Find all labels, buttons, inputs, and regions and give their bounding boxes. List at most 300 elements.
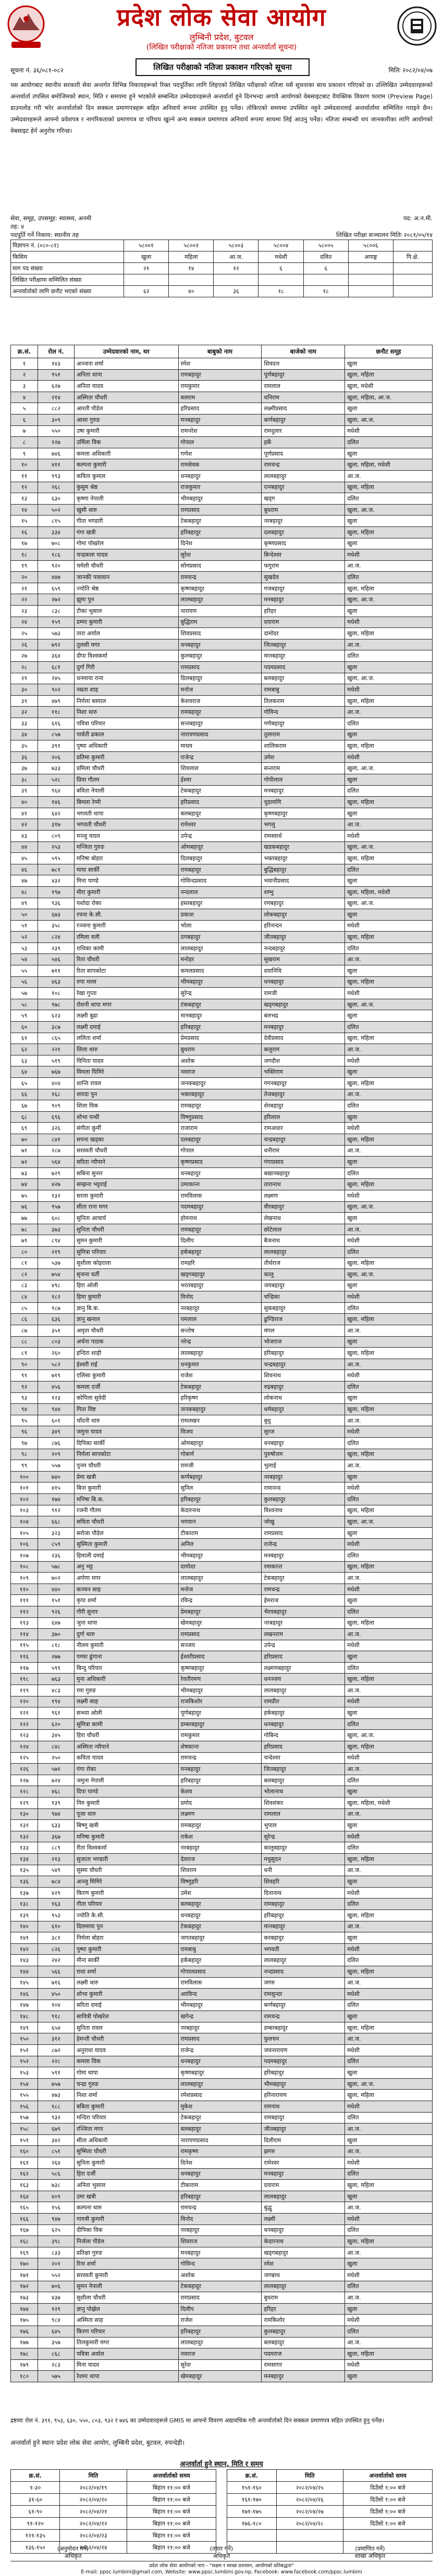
serial-cell: १०५ xyxy=(11,1527,38,1539)
father-cell: सन्तोष xyxy=(178,1325,262,1337)
document-header xyxy=(0,0,443,57)
sched-col-serial: क्र.सं. xyxy=(11,2470,60,2482)
group-cell: आ.ज. xyxy=(345,1977,433,1989)
group-cell: खुला xyxy=(345,909,433,921)
sched-time: बिहान ११:०० बजे xyxy=(127,2530,216,2542)
father-cell: भीमबहादुर xyxy=(178,1550,262,1561)
candidate-table xyxy=(10,345,433,2382)
serial-cell: २६ xyxy=(11,639,38,650)
group-cell: दलित xyxy=(345,785,433,797)
name-cell: रेशमा थापा xyxy=(74,2371,178,2382)
father-cell: नारायणप्रसाद xyxy=(178,729,262,740)
serial-cell: १ xyxy=(11,358,38,370)
schedule-row xyxy=(11,2494,216,2506)
serial-cell: ७५ xyxy=(11,1190,38,1201)
name-cell: पूजा थारु xyxy=(74,1808,178,1820)
summary-cell: ६ xyxy=(303,263,348,274)
grandfather-cell: बुधराम xyxy=(262,504,345,516)
group-cell: खुला xyxy=(345,1157,433,1168)
grandfather-cell: विश्वनाथ xyxy=(262,1505,345,1516)
table-row xyxy=(11,1966,433,1977)
name-cell: अर्पणा मगर xyxy=(74,1573,178,1584)
table-row xyxy=(11,1606,433,1617)
grandfather-cell: भैरवबहादुर xyxy=(262,1606,345,1617)
grandfather-cell: धनीराम xyxy=(262,1145,345,1157)
grandfather-cell: लालबहादुर xyxy=(262,2281,345,2292)
serial-cell: ८ xyxy=(11,437,38,448)
roll-cell: ४८३ xyxy=(38,1685,74,1697)
roll-cell: ३१७ xyxy=(38,819,74,831)
serial-cell: १२८ xyxy=(11,1786,38,1798)
name-cell: कविता कुमाल xyxy=(74,470,178,482)
group-cell: आ.ज. xyxy=(345,1145,433,1157)
serial-cell: १४५ xyxy=(11,1977,38,1989)
table-row xyxy=(11,1157,433,1168)
table-row xyxy=(11,875,433,887)
table-row xyxy=(11,1617,433,1629)
grandfather-cell: शिवहरि xyxy=(262,1876,345,1888)
group-cell: दलित xyxy=(345,1775,433,1786)
group-cell: मधेशी xyxy=(345,2045,433,2056)
grandfather-cell: हेमराज xyxy=(262,1595,345,1606)
father-cell: ओमबहादुर xyxy=(178,1438,262,1449)
group-cell: खुला xyxy=(345,1280,433,1291)
serial-cell: १३१ xyxy=(11,1820,38,1831)
father-cell: भक्तबहादुर xyxy=(178,1089,262,1100)
group-cell: मधेशी xyxy=(345,2213,433,2225)
grandfather-cell: मानबहादुर xyxy=(262,650,345,662)
summary-label: विज्ञापन नं. (०८०-८१) xyxy=(11,240,124,252)
father-cell: गोपाल xyxy=(178,1145,262,1157)
grandfather-cell: भक्तबहादुर xyxy=(262,853,345,864)
father-cell: शिवराज xyxy=(178,2236,262,2247)
group-cell: दलित xyxy=(345,1550,433,1561)
grandfather-cell: दलबहादुर xyxy=(262,526,345,538)
serial-cell: ३१ xyxy=(11,695,38,707)
father-cell: रामप्रसाद xyxy=(178,2033,262,2045)
serial-cell: १७५ xyxy=(11,2315,38,2326)
name-cell: दीपा विश्वकर्मा xyxy=(74,650,178,662)
father-cell: दलबहादुर xyxy=(178,1134,262,1145)
group-cell: खुला, आ.ज. xyxy=(345,673,433,684)
roll-cell: ८६५ xyxy=(38,1033,74,1044)
roll-cell: ६२७ xyxy=(38,381,74,392)
father-cell: टंकबहादुर xyxy=(178,999,262,1010)
grandfather-cell: भुपाल xyxy=(262,1820,345,1831)
serial-cell: ४० xyxy=(11,797,38,808)
name-cell: बिन्दु परियार xyxy=(74,1662,178,1674)
roll-cell: २१४ xyxy=(38,392,74,403)
roll-cell: २०९ xyxy=(38,1449,74,1460)
name-cell: पम्फा ढुंगाना xyxy=(74,1651,178,1663)
serial-cell: ४८ xyxy=(11,886,38,898)
table-row xyxy=(11,1718,433,1730)
father-cell: रामहरि xyxy=(178,1258,262,1269)
grandfather-cell: रमाकान्त xyxy=(262,1561,345,1573)
grandfather-cell: खड्ग xyxy=(262,493,345,505)
father-cell: कृष्णबहादुर xyxy=(178,1662,262,1674)
serial-cell: ८२ xyxy=(11,1269,38,1280)
serial-cell: १३५ xyxy=(11,1865,38,1876)
sched-col-date: मिति xyxy=(60,2470,127,2482)
group-cell: खुला xyxy=(345,1336,433,1348)
group-cell: दलित xyxy=(345,1246,433,1258)
father-cell: डम्बरबहादुर xyxy=(178,1718,262,1730)
name-cell: अञ्जु घिमिरे xyxy=(74,1876,178,1888)
name-cell: लिला थारु xyxy=(74,1044,178,1055)
roll-cell: ८१५ xyxy=(38,516,74,527)
roll-cell: ९२० xyxy=(38,560,74,572)
father-cell: भीमबहादुर xyxy=(178,493,262,505)
table-row xyxy=(11,381,433,392)
table-row xyxy=(11,414,433,425)
table-row xyxy=(11,2000,433,2011)
grandfather-cell: लालबहादुर xyxy=(262,1955,345,1966)
roll-cell: ४५६ xyxy=(38,1381,74,1393)
name-cell: रिता चौधरी xyxy=(74,954,178,965)
grandfather-cell: पदमराज xyxy=(262,2348,345,2360)
group-cell: आ.ज. xyxy=(345,2123,433,2135)
group-cell: मधेशी xyxy=(345,988,433,999)
father-cell: सोमप्रसाद xyxy=(178,560,262,572)
table-row xyxy=(11,1539,433,1550)
group-cell: खुला, आ.ज. xyxy=(345,1201,433,1213)
serial-cell: ११६ xyxy=(11,1651,38,1663)
roll-cell: २२१ xyxy=(38,1044,74,1055)
grandfather-cell: हरिलाल xyxy=(262,1111,345,1123)
schedule-row xyxy=(227,2506,433,2518)
name-cell: कल्पना कुमारी xyxy=(74,459,178,471)
father-cell: शेषकान्त xyxy=(178,1741,262,1753)
group-cell: खुला xyxy=(345,1707,433,1719)
father-cell: गोपालप्रसाद xyxy=(178,1966,262,1977)
group-cell: खुला, महिला xyxy=(345,797,433,808)
name-cell: बविता नेपाली xyxy=(74,785,178,797)
name-cell: पुष्पा अधिकारी xyxy=(74,740,178,752)
roll-cell: २५३ xyxy=(38,841,74,853)
table-row xyxy=(11,1786,433,1798)
table-row xyxy=(11,999,433,1010)
sched-serial: १५१-१६० xyxy=(227,2482,277,2494)
roll-cell: २४५ xyxy=(38,673,74,684)
grandfather-cell: लक्ष्मी xyxy=(262,2213,345,2225)
roll-cell: २२८ xyxy=(38,2056,74,2067)
grandfather-cell: भवानीप्रसाद xyxy=(262,875,345,887)
roll-cell: ४७३ xyxy=(38,2090,74,2101)
name-cell: शिला विक xyxy=(74,1100,178,1112)
interview-location: अन्तर्वार्ता हुने स्थानः प्रदेश लोक सेवा आयोग, लुम्बिनी प्रदेश, बुटवल, रुपन्देही। xyxy=(10,2439,185,2446)
father-cell: धनबहादुर xyxy=(178,470,262,482)
grandfather-cell: भगलु xyxy=(262,819,345,831)
father-cell: विष्णुप्रसाद xyxy=(178,1111,262,1123)
group-cell: खुला, आ.ज. xyxy=(345,841,433,853)
name-cell: अनिता यादव xyxy=(74,381,178,392)
name-cell: सुमित्रा परियार xyxy=(74,1246,178,1258)
schedule-title: अन्तर्वार्ता हुने स्थान, मिति र समय xyxy=(180,2460,263,2468)
group-cell: खुला xyxy=(345,875,433,887)
group-cell: दलित xyxy=(345,1955,433,1966)
name-cell: हिरा ओली xyxy=(74,1280,178,1291)
grandfather-cell: हर्के xyxy=(262,437,345,448)
serial-cell: ८४ xyxy=(11,1291,38,1303)
summary-label: अन्तर्वार्ताको लागि छनौट भएको संख्या xyxy=(11,286,124,297)
table-row xyxy=(11,549,433,561)
summary-row xyxy=(11,274,433,286)
father-cell: रामनरेश xyxy=(178,425,262,437)
name-cell: किरण कुमारी xyxy=(74,1887,178,1899)
group-cell: खुला, महिला xyxy=(345,2180,433,2191)
father-cell: टीकाराम xyxy=(178,1527,262,1539)
serial-cell: १६९ xyxy=(11,2247,38,2258)
grandfather-cell: भुलाई xyxy=(262,1460,345,1472)
father-cell: ठगबहादुर xyxy=(178,932,262,943)
roll-cell: ८७६ xyxy=(38,1438,74,1449)
serial-cell: ८५ xyxy=(11,1302,38,1314)
roll-cell: ३५७ xyxy=(38,2337,74,2348)
group-cell: दलित xyxy=(345,864,433,875)
roll-cell: १९४ xyxy=(38,1696,74,1707)
name-cell: हिरा दर्जी xyxy=(74,2168,178,2180)
table-row xyxy=(11,1044,433,1055)
name-cell: तारा अर्याल xyxy=(74,628,178,639)
name-cell: ज्ञानु खनाल xyxy=(74,1314,178,1325)
serial-cell: ११७ xyxy=(11,1662,38,1674)
group-cell: आ.ज. xyxy=(345,2146,433,2157)
grandfather-cell: कर्णबहादुर xyxy=(262,2000,345,2011)
sched-time: दिउँसो १:०० बजे xyxy=(343,2518,433,2530)
group-cell: खुला xyxy=(345,2258,433,2270)
table-row xyxy=(11,1842,433,1854)
group-cell: खुला xyxy=(345,662,433,673)
group-cell: खुला xyxy=(345,448,433,459)
group-cell: खुला xyxy=(345,1111,433,1123)
grandfather-cell: गणेबहादुर xyxy=(262,718,345,730)
grandfather-cell: धनिराम xyxy=(262,392,345,403)
roll-cell: ५२८ xyxy=(38,774,74,785)
table-row xyxy=(11,2213,433,2225)
table-row xyxy=(11,560,433,572)
grandfather-cell: दिलीराम xyxy=(262,2134,345,2146)
roll-cell: २३९ xyxy=(38,943,74,954)
roll-cell: ६३० xyxy=(38,493,74,505)
roll-cell: १८२ xyxy=(38,1291,74,1303)
serial-cell: ६२ xyxy=(11,1044,38,1055)
grandfather-cell: लोकनाथ xyxy=(262,1392,345,1404)
father-cell: धनकुमार xyxy=(178,1359,262,1370)
summary-cell: ५८००३ xyxy=(214,240,259,252)
group-cell: मधेशी xyxy=(345,2157,433,2169)
group-cell: आ.ज. xyxy=(345,2247,433,2258)
group-cell: खुला xyxy=(345,965,433,977)
roll-cell: ८१८ xyxy=(38,1640,74,1651)
name-cell: डम्मर कुमारी xyxy=(74,617,178,628)
summary-cell xyxy=(259,274,303,286)
roll-cell: ९५७ xyxy=(38,1201,74,1213)
group-cell: मधेशी xyxy=(345,1370,433,1381)
serial-cell: ८८ xyxy=(11,1336,38,1348)
name-cell: अमृता चौधरी xyxy=(74,1325,178,1337)
grandfather-cell: जयबहादुर xyxy=(262,1280,345,1291)
name-cell: अर्चना पाठक xyxy=(74,1336,178,1348)
roll-cell: ९९३ xyxy=(38,470,74,482)
serial-cell: ५१ xyxy=(11,920,38,932)
roll-cell: ४३७ xyxy=(38,2292,74,2304)
father-cell: नारायण xyxy=(178,606,262,617)
roll-cell: १०८ xyxy=(38,988,74,999)
signature-title: अधिकृत xyxy=(64,2553,82,2559)
table-row xyxy=(11,932,433,943)
serial-cell: ४१ xyxy=(11,808,38,819)
table-row xyxy=(11,448,433,459)
father-cell: नन्दलाल xyxy=(178,886,262,898)
grandfather-cell: लखनराम xyxy=(262,1629,345,1640)
sched-time: बिहान ११:०० बजे xyxy=(127,2494,216,2506)
name-cell: तुलसी मगर xyxy=(74,639,178,650)
table-row xyxy=(11,707,433,718)
table-row xyxy=(11,459,433,471)
table-row xyxy=(11,2056,433,2067)
table-row xyxy=(11,2157,433,2169)
title-block xyxy=(52,2,391,52)
serial-cell: १२४ xyxy=(11,1741,38,1753)
name-cell: उमा खत्री xyxy=(74,2191,178,2202)
name-cell: कुसुम श्रेष्ठ xyxy=(74,482,178,493)
serial-cell: ३ xyxy=(11,381,38,392)
group-cell: दलित xyxy=(345,2225,433,2236)
father-cell: कृष्णप्रसाद xyxy=(178,1157,262,1168)
father-cell: सुरेश xyxy=(178,549,262,561)
table-row xyxy=(11,2359,433,2371)
serial-cell: १२२ xyxy=(11,1718,38,1730)
roll-cell: ५७१ xyxy=(38,1764,74,1775)
name-cell: नम्रता शाह xyxy=(74,684,178,696)
father-cell: हरिबहादुर xyxy=(178,1775,262,1786)
grandfather-cell: रामजी xyxy=(262,988,345,999)
father-cell: जगतबहादुर xyxy=(178,1932,262,1944)
name-cell: मन्दिरा परियार xyxy=(74,2112,178,2123)
father-cell: गोकर्ण xyxy=(178,1449,262,1460)
group-cell: आ.ज. xyxy=(345,1573,433,1584)
table-row xyxy=(11,684,433,696)
roll-cell: ३५८ xyxy=(38,920,74,932)
table-row xyxy=(11,976,433,988)
roll-cell: ७०२ xyxy=(38,1573,74,1584)
summary-cell: ५८००२ xyxy=(169,240,214,252)
name-cell: निर्मला बस्याल xyxy=(74,695,178,707)
grandfather-cell: बुधु xyxy=(262,1415,345,1426)
father-cell: रामविलास xyxy=(178,1977,262,1989)
roll-cell: २७२ xyxy=(38,594,74,606)
roll-cell: ५०२ xyxy=(38,504,74,516)
name-cell: मुना अधिकारी xyxy=(74,1674,178,1685)
serial-cell: ७८ xyxy=(11,1224,38,1235)
name-cell: सरस्वती चौधरी xyxy=(74,1145,178,1157)
name-cell: अनिता थापा xyxy=(74,369,178,381)
group-cell: मधेशी xyxy=(345,1426,433,1438)
group-cell: आ.ज. xyxy=(345,954,433,965)
group-cell: खुला xyxy=(345,774,433,785)
name-cell: निशा शर्मा xyxy=(74,2090,178,2101)
summary-cell: १८ xyxy=(303,286,348,297)
summary-cell xyxy=(393,286,432,297)
sched-date: २०८२/०४/२४ xyxy=(60,2542,127,2554)
grandfather-cell: मधुसुदन xyxy=(262,1853,345,1865)
name-cell: निर्जला पौडेल xyxy=(74,2236,178,2247)
grandfather-cell: चुडामणि xyxy=(262,797,345,808)
roll-cell: ४११ xyxy=(38,459,74,471)
father-cell: रामप्रसाद xyxy=(178,662,262,673)
father-cell: धनबहादुर xyxy=(178,1167,262,1179)
father-cell: रामेश्वर xyxy=(178,819,262,831)
grandfather-cell: चन्द्रिका xyxy=(262,1291,345,1303)
grandfather-cell: मनबहादुर xyxy=(262,2371,345,2382)
roll-cell: ५१९ xyxy=(38,1055,74,1066)
name-cell: रीता विश्वकर्मा xyxy=(74,1842,178,1854)
grandfather-cell: टेकबहादुर xyxy=(262,1573,345,1584)
grandfather-cell: मनबहादुर xyxy=(262,1022,345,1033)
serial-cell: ३६ xyxy=(11,751,38,763)
roll-cell: ७५७ xyxy=(38,2078,74,2090)
grandfather-cell: नरबहादुर xyxy=(262,516,345,527)
summary-cell: २१ xyxy=(124,263,169,274)
name-cell: कृष्णा नेपाली xyxy=(74,493,178,505)
group-cell: मधेशी xyxy=(345,1943,433,1955)
serial-cell: १४३ xyxy=(11,1955,38,1966)
serial-cell: १५१ xyxy=(11,2045,38,2056)
name-cell: अनिता भुसाल xyxy=(74,2180,178,2191)
table-row xyxy=(11,662,433,673)
grandfather-cell: शिवनाथ xyxy=(262,1370,345,1381)
father-cell: बुद्धिराम xyxy=(178,617,262,628)
sched-serial: १७१-१७५ xyxy=(227,2506,277,2518)
father-cell: लालबहादुर xyxy=(178,943,262,954)
roll-cell: ४२७ xyxy=(38,1179,74,1190)
group-cell: खुला, आ.ज. xyxy=(345,898,433,909)
table-row xyxy=(11,1899,433,1910)
serial-cell: २७ xyxy=(11,650,38,662)
father-cell: हरिप्रसाद xyxy=(178,797,262,808)
father-cell: सुनिल xyxy=(178,1482,262,1494)
group-cell: आ.ज. xyxy=(345,639,433,650)
name-cell: पुनम चौधरी xyxy=(74,1460,178,1472)
summary-cell: दलित xyxy=(303,252,348,263)
roll-cell: ५३७ xyxy=(38,1258,74,1269)
table-row xyxy=(11,470,433,482)
col-grandfather: बाजेको नाम xyxy=(262,345,345,358)
table-row xyxy=(11,740,433,752)
table-row xyxy=(11,1190,433,1201)
father-cell: भीमबहादुर xyxy=(178,976,262,988)
group-cell: खुला xyxy=(345,2011,433,2022)
serial-cell: १७३ xyxy=(11,2292,38,2304)
grandfather-cell: पुरुषोत्तम xyxy=(262,1449,345,1460)
group-cell: आ.ज. xyxy=(345,1415,433,1426)
schedule-row xyxy=(227,2518,433,2530)
table-row xyxy=(11,954,433,965)
father-cell: खड्गबहादुर xyxy=(178,1269,262,1280)
name-cell: सुनिता कुमारी xyxy=(74,2157,178,2169)
name-cell: सृजना घर्ती xyxy=(74,1269,178,1280)
serial-cell: १६८ xyxy=(11,2236,38,2247)
name-cell: निर्मला बोहरा xyxy=(74,1932,178,1944)
name-cell: मनिषा बि.क. xyxy=(74,1493,178,1505)
roll-cell: २०१ xyxy=(38,2258,74,2270)
serial-cell: १७२ xyxy=(11,2281,38,2292)
notice-title: लिखित परीक्षाको नतिजा प्रकाशन गरिएको सूचना xyxy=(136,58,310,76)
table-row xyxy=(11,1955,433,1966)
serial-cell: ५५ xyxy=(11,965,38,977)
notice-ref-number: सूचना नं. ३६/०८१-०८२ xyxy=(10,67,64,74)
